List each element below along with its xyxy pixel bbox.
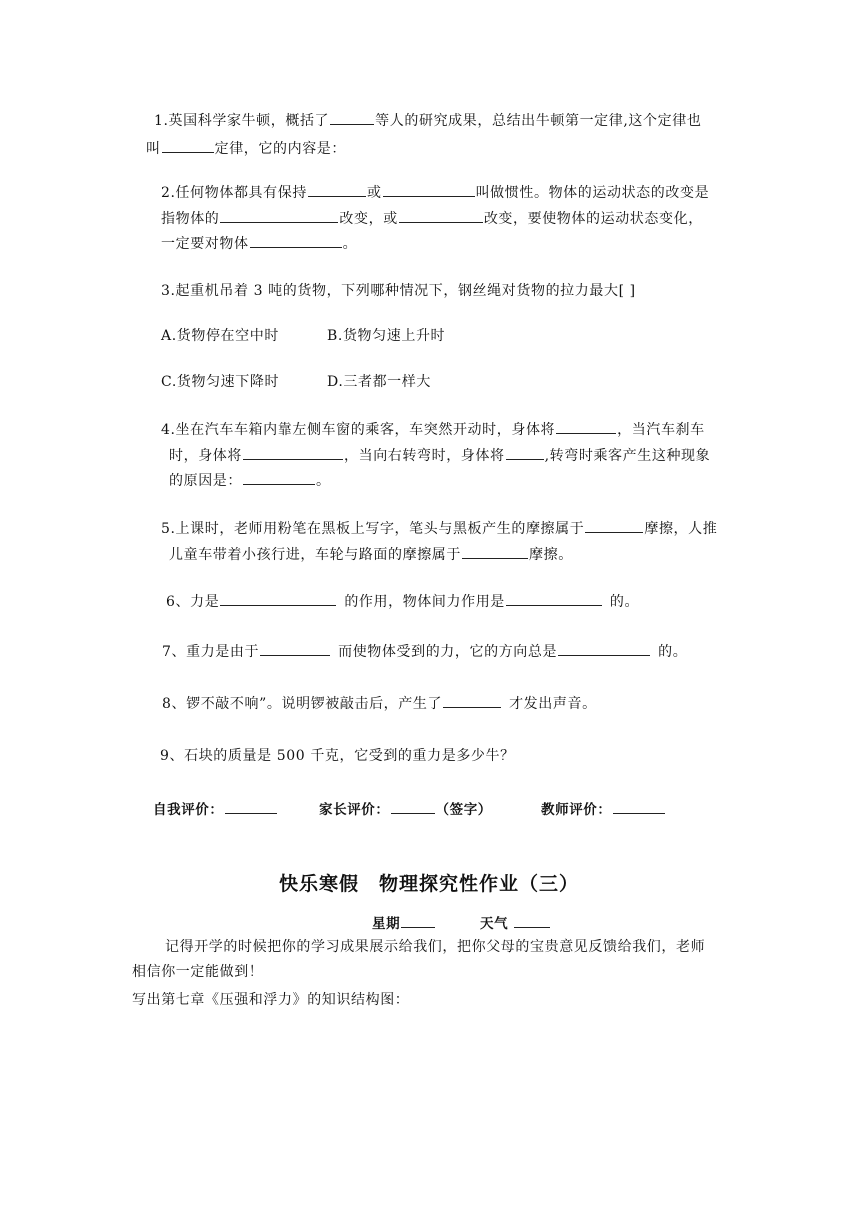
question-5-line-2 xyxy=(169,544,573,565)
q2-text-a: 2.任何物体都具有保持 xyxy=(161,185,307,201)
q1-text-b: 等人的研究成果，总结出牛顿第一定律,这个定律也 xyxy=(375,113,702,129)
section-title: 快乐寒假 物理探究性作业（三） xyxy=(279,873,580,895)
q1-text-c: 叫 xyxy=(146,141,161,157)
q8-text-a: 8、锣不敲不响”。说明锣被敲击后，产生了 xyxy=(162,696,443,712)
question-4-line-1 xyxy=(161,419,705,440)
question-8 xyxy=(162,693,597,714)
question-2-line-3 xyxy=(161,233,357,254)
q2-text-h: 。 xyxy=(342,236,358,252)
q3-option-b[interactable]: B.货物匀速上升时 xyxy=(327,328,446,344)
q4-blank-3[interactable] xyxy=(506,445,544,460)
q7-text-b: 而使物体受到的力，它的方向总是 xyxy=(338,644,558,660)
task-instruction: 写出第七章《压强和浮力》的知识结构图： xyxy=(132,992,410,1008)
week-field xyxy=(372,913,436,934)
weather-field xyxy=(480,913,551,934)
q2-blank-4[interactable] xyxy=(399,208,483,223)
q2-text-d: 指物体的 xyxy=(161,211,220,227)
q6-text-c: 的。 xyxy=(609,594,640,610)
question-2-line-1 xyxy=(161,182,709,203)
teacher-evaluation-label: 教师评价： xyxy=(541,802,612,818)
q2-text-e: 改变，或 xyxy=(339,211,398,227)
q5-text-b: 摩擦，人推 xyxy=(644,521,718,537)
q4-text-a: 4.坐在汽车车箱内靠左侧车窗的乘客，车突然开动时，身体将 xyxy=(161,422,556,438)
q2-blank-2[interactable] xyxy=(383,182,475,197)
self-evaluation-blank[interactable] xyxy=(225,799,277,814)
q5-text-c: 儿童车带着小孩行进，车轮与路面的摩擦属于 xyxy=(169,547,461,563)
q1-text-a: 1.英国科学家牛顿，概括了 xyxy=(154,113,330,129)
parent-sign-label: （签字） xyxy=(435,802,492,818)
question-1-line-2 xyxy=(146,138,346,159)
q5-blank-2[interactable] xyxy=(462,544,528,559)
q2-blank-1[interactable] xyxy=(308,182,366,197)
weather-blank[interactable] xyxy=(514,913,550,928)
self-evaluation-label: 自我评价： xyxy=(153,802,224,818)
q3-option-a[interactable]: A.货物停在空中时 xyxy=(161,328,279,344)
q1-blank-2[interactable] xyxy=(162,138,214,153)
q4-text-g: 。 xyxy=(316,473,331,489)
intro-line-1: 记得开学的时候把你的学习成果展示给我们，把你父母的宝贵意见反馈给我们，老师 xyxy=(165,939,706,955)
week-blank[interactable] xyxy=(401,913,435,928)
q2-text-f: 改变，要使物体的运动状态变化， xyxy=(483,211,703,227)
q7-blank-2[interactable] xyxy=(558,641,650,656)
q4-text-b: ，当汽车刹车 xyxy=(617,422,705,438)
q2-text-g: 一定要对物体 xyxy=(161,236,249,252)
q6-text-a: 6、力是 xyxy=(166,594,220,610)
q1-blank-1[interactable] xyxy=(330,110,374,125)
weather-label: 天气 xyxy=(480,916,509,932)
question-5-line-1 xyxy=(161,518,717,539)
q2-text-b: 或 xyxy=(366,185,382,201)
parent-evaluation-blank[interactable] xyxy=(391,799,435,814)
q5-text-a: 5.上课时，老师用粉笔在黑板上写字，笔头与黑板产生的摩擦属于 xyxy=(161,521,585,537)
q6-blank-2[interactable] xyxy=(506,591,602,606)
q4-text-c: 时，身体将 xyxy=(169,448,242,464)
q5-blank-1[interactable] xyxy=(585,518,643,533)
q6-blank-1[interactable] xyxy=(220,591,336,606)
q4-text-e: ,转弯时乘客产生这种现象 xyxy=(544,448,711,464)
teacher-evaluation-blank[interactable] xyxy=(613,799,665,814)
question-4-line-2 xyxy=(169,445,710,466)
q4-text-d: ，当向右转弯时，身体将 xyxy=(344,448,505,464)
question-1-line-1 xyxy=(154,110,701,131)
q4-blank-4[interactable] xyxy=(243,470,315,485)
q2-blank-3[interactable] xyxy=(220,208,338,223)
parent-evaluation-label: 家长评价： xyxy=(319,802,390,818)
q4-blank-1[interactable] xyxy=(556,419,616,434)
parent-evaluation xyxy=(319,799,492,820)
question-7 xyxy=(162,641,687,662)
q7-blank-1[interactable] xyxy=(260,641,330,656)
q4-blank-2[interactable] xyxy=(243,445,343,460)
question-6 xyxy=(166,591,639,612)
week-label: 星期 xyxy=(372,916,401,932)
intro-line-2: 相信你一定能做到！ xyxy=(132,964,264,980)
q7-text-a: 7、重力是由于 xyxy=(162,644,260,660)
q6-text-b: 的作用，物体间力作用是 xyxy=(344,594,505,610)
teacher-evaluation xyxy=(541,799,666,820)
question-4-line-3 xyxy=(169,470,331,491)
q3-option-c[interactable]: C.货物匀速下降时 xyxy=(161,374,280,390)
q2-text-c: 叫做惯性。物体的运动状态的改变是 xyxy=(475,185,710,201)
q2-blank-5[interactable] xyxy=(250,233,342,248)
q4-text-f: 的原因是： xyxy=(169,473,242,489)
q1-text-d: 定律，它的内容是： xyxy=(214,141,347,157)
q7-text-c: 的。 xyxy=(658,644,688,660)
self-evaluation xyxy=(153,799,278,820)
question-2-line-2 xyxy=(161,208,703,229)
q8-text-b: 才发出声音。 xyxy=(509,696,597,712)
q3-option-d[interactable]: D.三者都一样大 xyxy=(327,374,431,390)
q8-blank-1[interactable] xyxy=(443,693,501,708)
question-9: 9、石块的质量是 500 千克，它受到的重力是多少牛？ xyxy=(160,748,515,764)
q5-text-d: 摩擦。 xyxy=(529,547,573,563)
question-3-stem: 3.起重机吊着 3 吨的货物，下列哪种情况下，钢丝绳对货物的拉力最大[ ] xyxy=(161,283,636,299)
